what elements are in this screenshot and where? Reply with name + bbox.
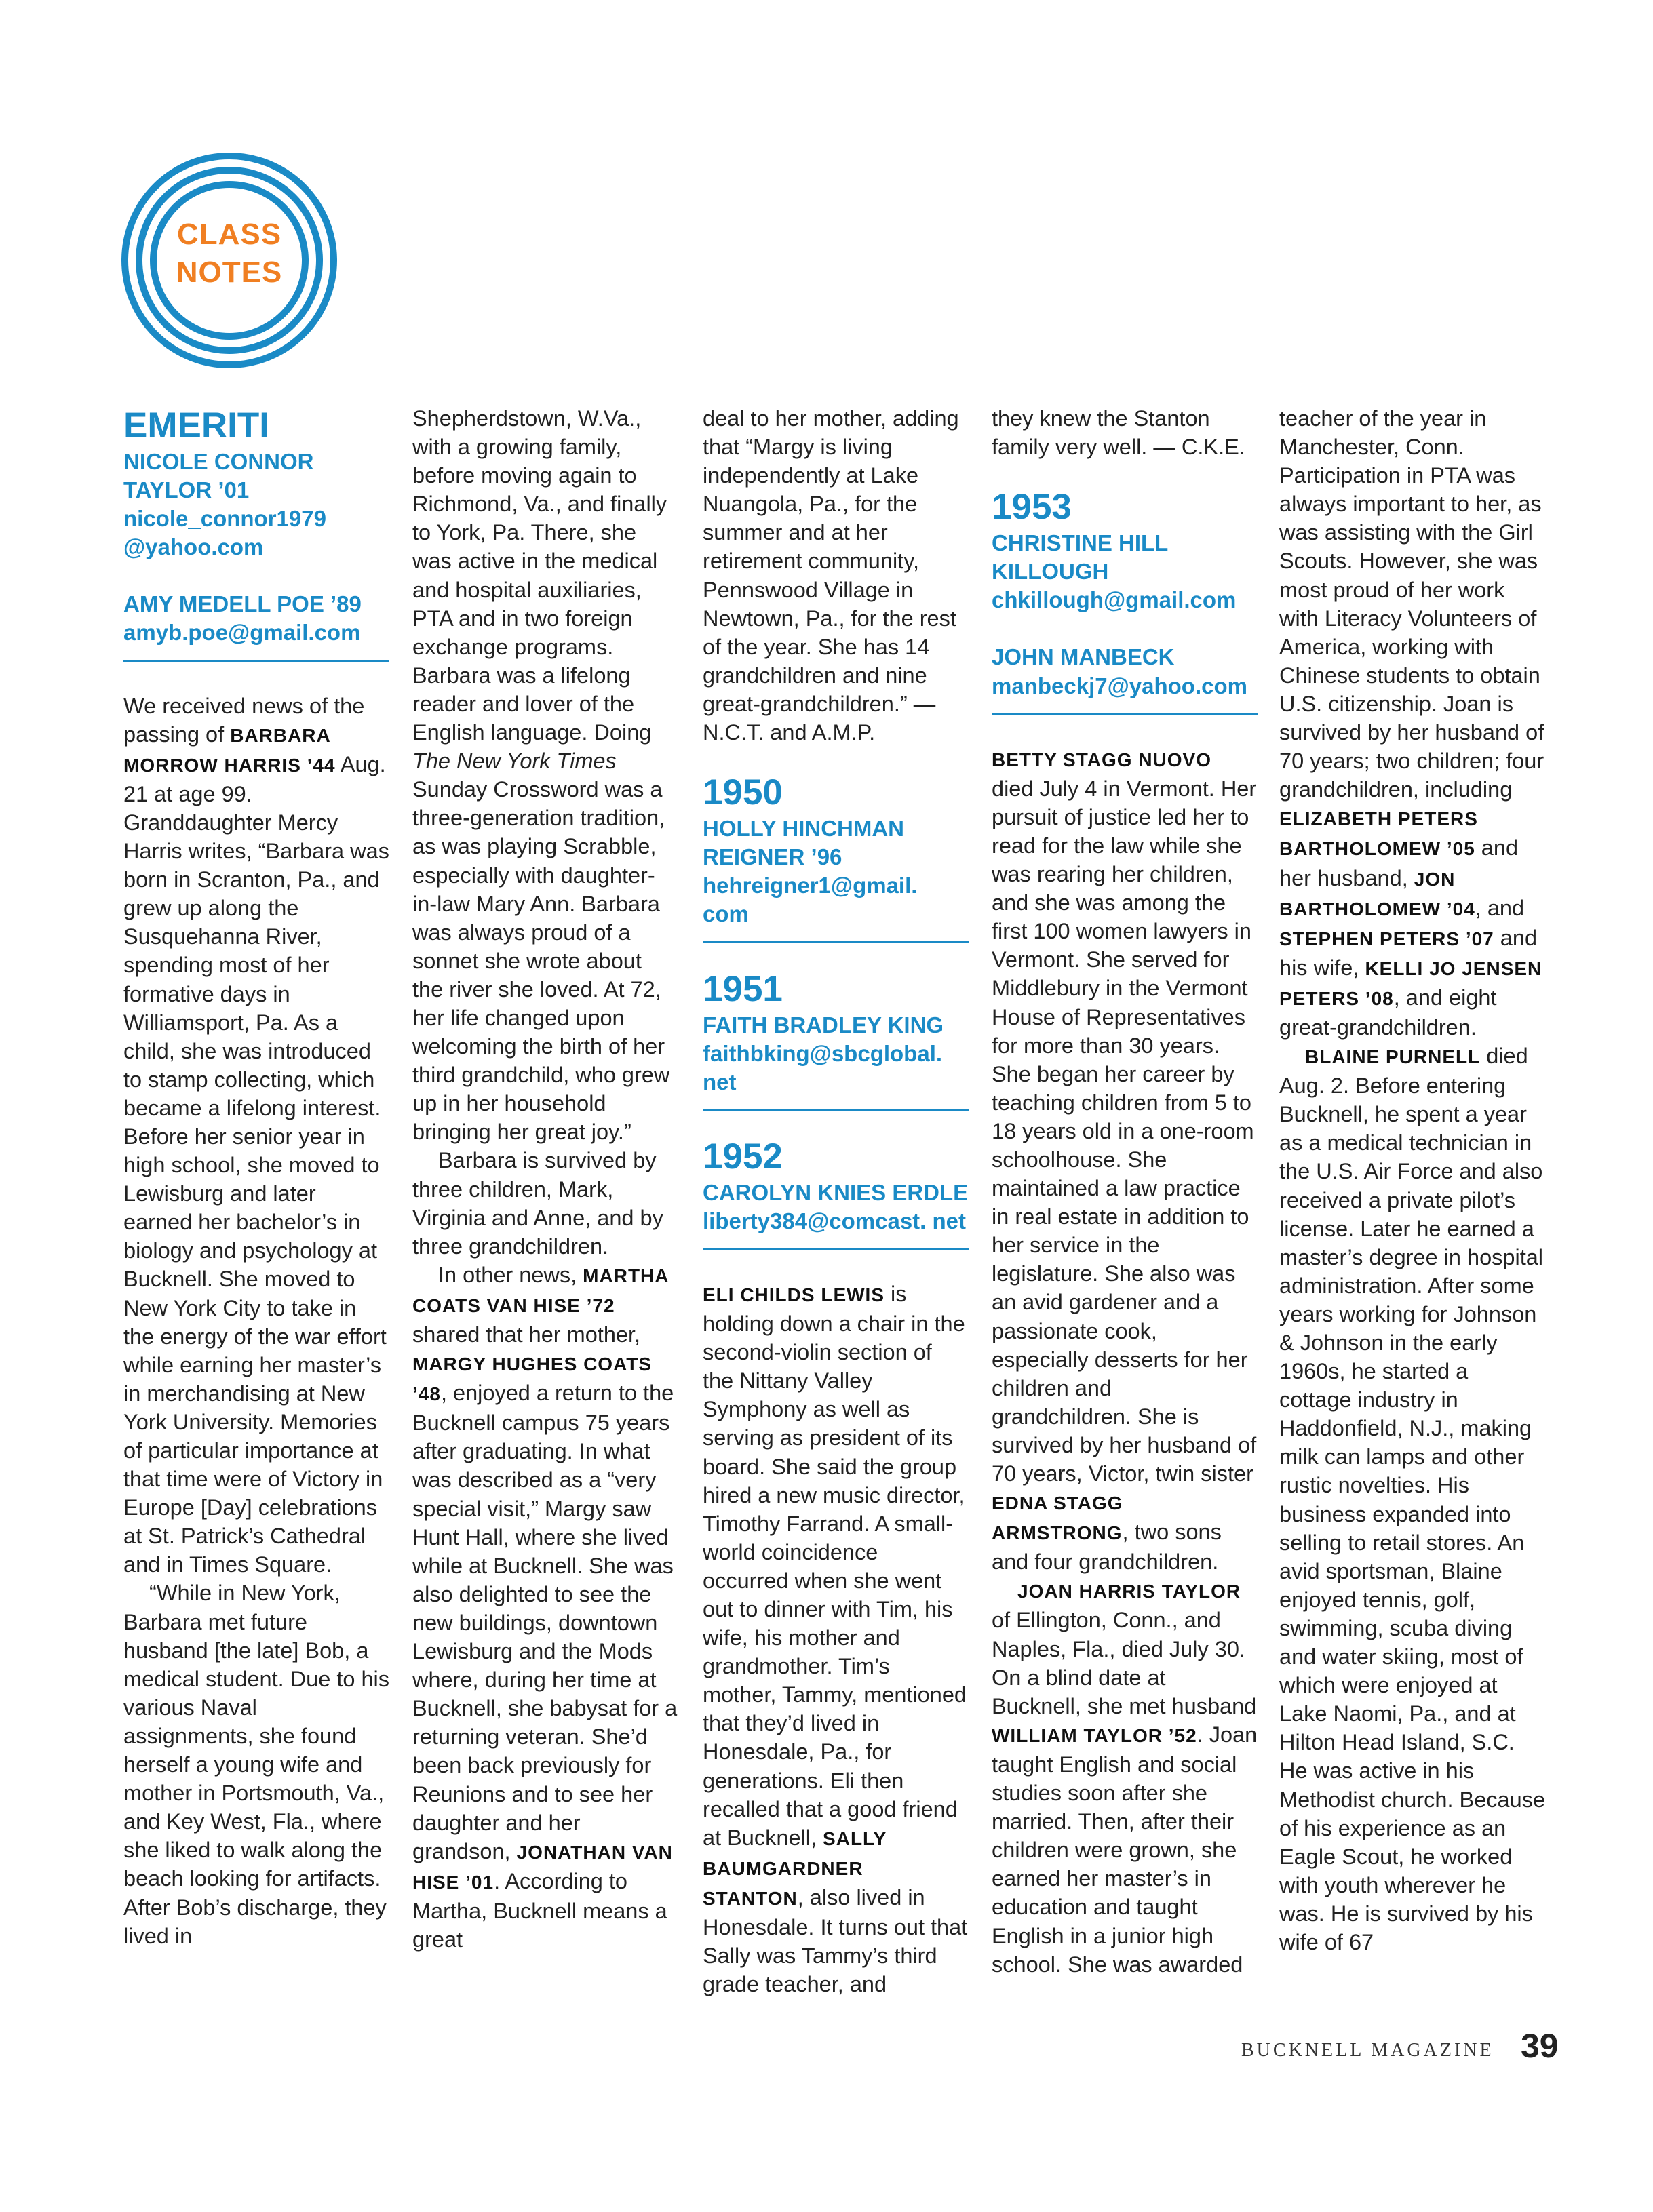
correspondent-name: NICOLE CONNOR TAYLOR ’01	[123, 449, 314, 503]
section-divider	[992, 713, 1258, 715]
correspondent-email[interactable]: hehreigner1@gmail. com	[703, 873, 918, 927]
publication-title: The New York Times	[412, 749, 617, 774]
alumni-name: STEPHEN PETERS ’07	[1279, 928, 1494, 949]
article-paragraph: they knew the Stanton family very well. — C.K.E.	[992, 406, 1245, 460]
article-paragraph: BETTY STAGG NUOVO died July 4 in Vermont. Her pursuit of justice led her to read for the law while she was rearing her children, and she was among the first 100 women lawyers in Vermont. She served for Middlebury in the Vermont House of Representatives for more than 30 years. She began her career by teaching children from 5 to 18 years old in a one-room schoolhouse. She maintained a law practice in real estate in addition to her service in the legislature. She also was an avid gardener and a passionate cook, especially desserts for her children and grandchildren. She is survived by her husband of 70 years, Victor, twin sister EDNA STAGG ARMSTRONG, two sons and four grandchildren.	[992, 749, 1257, 1575]
correspondent-email[interactable]: manbeckj7@yahoo.com	[992, 673, 1247, 698]
logo-line-2: NOTES	[176, 256, 283, 289]
section-divider	[123, 660, 389, 662]
correspondent-email[interactable]: faithbking@sbcglobal. net	[703, 1040, 943, 1094]
alumni-name: WILLIAM TAYLOR ’52	[992, 1724, 1197, 1746]
alumni-name: SALLY BAUMGARDNER STANTON	[703, 1828, 887, 1909]
alumni-name: BLAINE PURNELL	[1305, 1046, 1481, 1068]
correspondent-name: HOLLY HINCHMAN REIGNER ’96	[703, 816, 905, 870]
alumni-name: EDNA STAGG ARMSTRONG	[992, 1493, 1123, 1544]
correspondent-email[interactable]: chkillough@gmail.com	[992, 587, 1237, 613]
article-paragraph: deal to her mother, adding that “Margy is living independently at Lake Nuangola, Pa., for the summer and at her retirement community, Pennswood Village in Newtown, Pa., for the rest of the year. She has 14 grandchildren and nine great-grandchildren.” — N.C.T. and A.M.P.	[703, 406, 959, 745]
alumni-name: ELIZABETH PETERS BARTHOLOMEW ’05	[1279, 808, 1478, 860]
article-paragraph: In other news, MARTHA COATS VAN HISE ’72 shared that her mother, MARGY HUGHES COATS ’48, enjoyed a return to the Bucknell campus 75 years after graduating. In what was described as a “very special visit,” Margy saw Hunt Hall, where she lived while at Bucknell. She was also delighted to see the new buildings, downtown Lewisburg and the Mods where, during her time at Bucknell, she babysat for a returning veteran. She’d been back previously for Reunions and to see her daughter and her grandson, JONATHAN VAN HISE ’01. According to Martha, Bucknell means a great	[412, 1262, 678, 1952]
logo-line-1: CLASS	[176, 218, 282, 251]
column-2	[412, 404, 678, 1954]
section-divider	[703, 1109, 969, 1111]
article-paragraph: ELI CHILDS LEWIS is holding down a chair in the second-violin section of the Nittany Valley Symphony as well as serving as president of its board. She said the group hired a new music director, Timothy Farrand. A small-world coincidence occurred when she went out to dinner with Tim, his wife, his mother and grandmother. Tim’s mother, Tammy, mentioned that they’d lived in Honesdale, Pa., for generations. Eli then recalled that a good friend at Bucknell, SALLY BAUMGARDNER STANTON, also lived in Honesdale. It turns out that Sally was Tammy’s third grade teacher, and	[703, 1281, 968, 1997]
alumni-name: KELLI JO JENSEN PETERS ’08	[1279, 957, 1542, 1009]
column-3	[703, 404, 969, 1998]
article-paragraph: BLAINE PURNELL died Aug. 2. Before entering Bucknell, he spent a year as a medical technician in the U.S. Air Force and also received a private pilot’s license. Later he earned a master’s degree in hospital administration. After some years working for Johnson & Johnson in the early 1960s, he started a cottage industry in Haddonfield, N.J., making milk can lamps and other rustic novelties. His business expanded into selling to retail stores. An avid sportsman, Blaine enjoyed tennis, golf, swimming, scuba diving and water skiing, most of which were enjoyed at Lake Naomi, Pa., and at Hilton Head Island, S.C. He was active in his Methodist church. Because of his experience as an Eagle Scout, he worked with youth wherever he was. He is survived by his wife of 67	[1279, 1044, 1546, 1954]
alumni-name: BETTY STAGG NUOVO	[992, 749, 1211, 770]
section-divider	[703, 1248, 969, 1250]
correspondent-email[interactable]: nicole_connor1979 @yahoo.com	[123, 506, 326, 560]
correspondent-name: CHRISTINE HILL KILLOUGH	[992, 530, 1168, 585]
section-heading-emeriti: EMERITI	[123, 406, 269, 446]
alumni-name: MARGY HUGHES COATS ’48	[412, 1354, 652, 1405]
alumni-name: BARBARA MORROW HARRIS ’44	[123, 724, 336, 776]
article-paragraph: Barbara is survived by three children, Mark, Virginia and Anne, and by three grandchildren.	[412, 1148, 663, 1259]
correspondent-email[interactable]: liberty384@comcast. net	[703, 1208, 967, 1233]
section-heading-1952: 1952	[703, 1136, 783, 1177]
column-1	[123, 404, 389, 1950]
article-paragraph: Shepherdstown, W.Va., with a growing family, before moving again to Richmond, Va., and finally to York, Pa. There, she was active in the medical and hospital auxiliaries, PTA and in two foreign exchange programs. Barbara was a lifelong reader and lover of the English language. Doing The New York Times Sunday Crossword was a three-generation tradition, as was playing Scrabble, especially with daughter-in-law Mary Ann. Barbara was always proud of a sonnet she wrote about the river she loved. At 72, her life changed upon welcoming the birth of her third grandchild, who grew up in her household bringing her great joy.”	[412, 406, 670, 1145]
article-paragraph: JOAN HARRIS TAYLOR of Ellington, Conn., and Naples, Fla., died July 30. On a blind date at Bucknell, she met husband WILLIAM TAYLOR ’52. Joan taught English and social studies soon after she married. Then, after their children were grown, she earned her master’s in education and taught English in a junior high school. She was awarded	[992, 1581, 1258, 1977]
section-heading-1951: 1951	[703, 968, 783, 1009]
correspondent-name: JOHN MANBECK	[992, 644, 1175, 670]
section-heading-1950: 1950	[703, 772, 783, 813]
column-5	[1279, 404, 1545, 1956]
section-heading-1953: 1953	[992, 487, 1072, 528]
magazine-name: BUCKNELL MAGAZINE	[1241, 2040, 1494, 2061]
section-divider	[703, 941, 969, 943]
correspondent-name: FAITH BRADLEY KING	[703, 1012, 944, 1038]
column-4	[992, 404, 1258, 1979]
article-paragraph: teacher of the year in Manchester, Conn. Participation in PTA was always important to her, as was assisting with the Girl Scouts. However, she was most proud of her work with Literacy Volunteers of America, working with Chinese students to obtain U.S. citizenship. Joan is survived by her husband of 70 years; two children; four grandchildren, including ELIZABETH PETERS BARTHOLOMEW ’05 and her husband, JON BARTHOLOMEW ’04, and STEPHEN PETERS ’07 and his wife, KELLI JO JENSEN PETERS ’08, and eight great-grandchildren.	[1279, 406, 1544, 1040]
class-notes-logo-text	[121, 216, 338, 292]
correspondent-name: AMY MEDELL POE ’89	[123, 591, 362, 617]
alumni-name: ELI CHILDS LEWIS	[703, 1284, 884, 1305]
correspondent-email[interactable]: amyb.poe@gmail.com	[123, 620, 361, 646]
alumni-name: MARTHA COATS VAN HISE ’72	[412, 1265, 669, 1316]
alumni-name: JON BARTHOLOMEW ’04	[1279, 868, 1475, 920]
article-paragraph: “While in New York, Barbara met future husband [the late] Bob, a medical student. Due to his various Naval assignments, she found herself a young wife and mother in Portsmouth, Va., and Key West, Fla., where she liked to walk along the beach looking for artifacts. After Bob’s discharge, they lived in	[123, 1581, 390, 1948]
alumni-name: JONATHAN VAN HISE ’01	[412, 1841, 673, 1893]
page-number: 39	[1521, 2027, 1559, 2065]
article-paragraph: We received news of the passing of BARBARA MORROW HARRIS ’44 Aug. 21 at age 99. Granddaughter Mercy Harris writes, “Barbara was born in Scranton, Pa., and grew up along the Susquehanna River, spending most of her formative days in Williamsport, Pa. As a child, she was introduced to stamp collecting, which became a lifelong interest. Before her senior year in high school, she moved to Lewisburg and later earned her bachelor’s in biology and psychology at Bucknell. She moved to New York City to take in the energy of the war effort while earning her master’s in merchandising at New York University. Memories of particular importance at that time were of Victory in Europe [Day] celebrations at St. Patrick’s Cathedral and in Times Square.	[123, 693, 389, 1577]
alumni-name: JOAN HARRIS TAYLOR	[1017, 1581, 1241, 1602]
correspondent-name: CAROLYN KNIES ERDLE	[703, 1179, 969, 1205]
